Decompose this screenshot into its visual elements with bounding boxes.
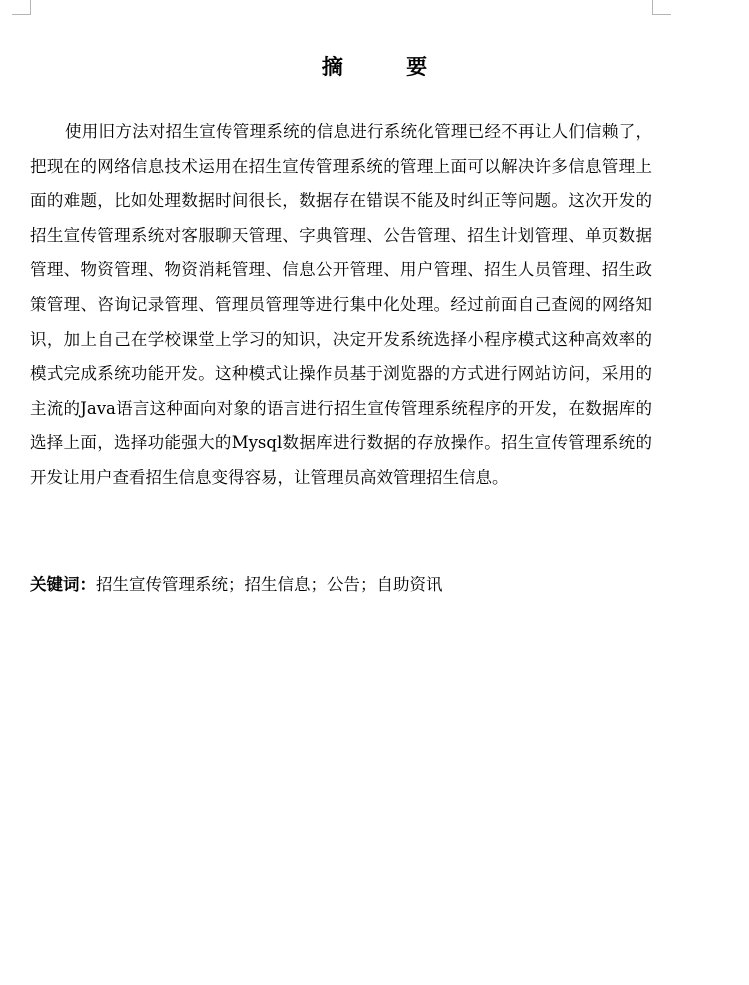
keywords-line (30, 570, 670, 600)
page-title: 摘 要 (321, 55, 456, 79)
margin-corner-mark-left (12, 0, 31, 15)
keywords-label: 关键词： (30, 575, 96, 594)
margin-corner-mark-right (652, 0, 671, 15)
keywords-value: 招生宣传管理系统；招生信息；公告；自助资讯 (96, 575, 443, 594)
abstract-paragraph: 使用旧方法对招生宣传管理系统的信息进行系统化管理已经不再让人们信赖了，把现在的网络信息技术运用在招生宣传管理系统的管理上面可以解决许多信息管理上面的难题，比如处理数据时间很长，数据存在错误不能及时纠正等问题。这次开发的招生宣传管理系统对客服聊天管理、字典管理、公告管理、招生计划管理、单页数据管理、物资管理、物资消耗管理、信息公开管理、用户管理、招生人员管理、招生政策管理、咨询记录管理、管理员管理等进行集中化处理。经过前面自己查阅的网络知识，加上自己在学校课堂上学习的知识，决定开发系统选择小程序模式这种高效率的模式完成系统功能开发。这种模式让操作员基于浏览器的方式进行网站访问，采用的主流的Java语言这种面向对象的语言进行招生宣传管理系统程序的开发，在数据库的选择上面，选择功能强大的Mysql数据库进行数据的存放操作。招生宣传管理系统的开发让用户查看招生信息变得容易，让管理员高效管理招生信息。 (30, 122, 652, 487)
